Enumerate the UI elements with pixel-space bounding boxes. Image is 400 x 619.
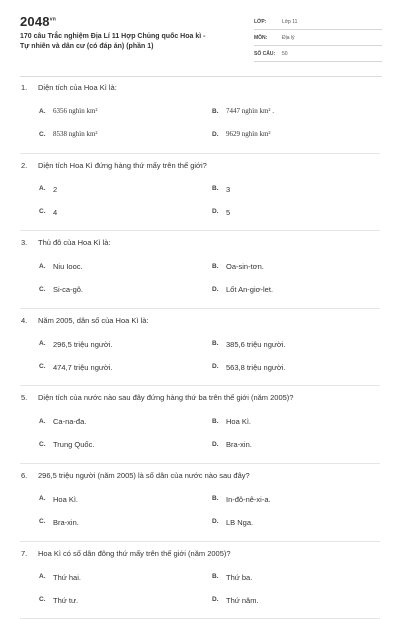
question-header bbox=[20, 393, 293, 402]
question-header bbox=[20, 161, 207, 170]
option-text: Thứ tư. bbox=[53, 595, 79, 605]
option-text: Hoa Kì. bbox=[53, 494, 79, 504]
option-text: LB Nga. bbox=[226, 517, 254, 527]
meta-question-count bbox=[254, 46, 382, 62]
option-letter: A. bbox=[39, 262, 46, 270]
answer-option[interactable] bbox=[39, 208, 57, 217]
option-letter: D. bbox=[212, 440, 219, 448]
question-number: 1. bbox=[21, 83, 28, 92]
answer-option[interactable] bbox=[212, 340, 286, 349]
question-number: 5. bbox=[21, 393, 28, 403]
option-text: Oa-sin-tơn. bbox=[226, 262, 264, 272]
answer-option[interactable] bbox=[39, 130, 98, 138]
option-letter: B. bbox=[212, 185, 219, 193]
option-letter: A. bbox=[39, 573, 46, 581]
question-text: Diện tích Hoa Kì đứng hàng thứ mấy trên thế giới? bbox=[38, 160, 207, 170]
option-text: 3 bbox=[226, 184, 231, 194]
option-letter: C. bbox=[39, 363, 46, 371]
question-item bbox=[20, 154, 380, 232]
question-item bbox=[20, 309, 380, 387]
question-text: Hoa Kì có số dân đông thứ mấy trên thế giới (năm 2005)? bbox=[38, 548, 231, 558]
meta-value: Lớp 11 bbox=[282, 18, 298, 25]
meta-value: Địa lý bbox=[282, 34, 295, 41]
option-letter: D. bbox=[212, 130, 219, 138]
option-letter: B. bbox=[212, 495, 219, 503]
answer-option[interactable] bbox=[212, 262, 264, 271]
meta-subject bbox=[254, 30, 382, 46]
question-header bbox=[20, 471, 250, 480]
question-number: 3. bbox=[21, 238, 28, 248]
option-letter: D. bbox=[212, 518, 219, 526]
option-letter: D. bbox=[212, 596, 219, 604]
answer-option[interactable] bbox=[212, 440, 252, 449]
option-letter: D. bbox=[212, 208, 219, 216]
option-letter: B. bbox=[212, 417, 219, 425]
question-text: 296,5 triệu người (năm 2005) là số dân của nước nào sau đây? bbox=[38, 470, 250, 480]
option-letter: A. bbox=[39, 417, 46, 425]
option-text: Thứ ba. bbox=[226, 572, 253, 582]
answer-option[interactable] bbox=[39, 340, 113, 349]
option-letter: C. bbox=[39, 596, 46, 604]
option-text: 6356 nghìn km² bbox=[53, 107, 98, 115]
question-text: Diện tích của nước nào sau đây đứng hàng thứ ba trên thế giới (năm 2005)? bbox=[38, 393, 294, 403]
answer-option[interactable] bbox=[212, 417, 251, 426]
option-letter: A. bbox=[39, 107, 46, 115]
option-letter: A. bbox=[39, 495, 46, 503]
option-letter: C. bbox=[39, 130, 46, 138]
option-text: 563,8 triệu người. bbox=[226, 362, 286, 372]
question-item bbox=[20, 386, 380, 464]
option-text: Bra-xin. bbox=[226, 440, 252, 450]
option-letter: A. bbox=[39, 185, 46, 193]
answer-option[interactable] bbox=[39, 573, 81, 582]
option-letter: C. bbox=[39, 518, 46, 526]
option-letter: B. bbox=[212, 340, 219, 348]
answer-option[interactable] bbox=[39, 440, 94, 449]
answer-option[interactable] bbox=[39, 363, 113, 372]
question-header bbox=[20, 549, 231, 558]
option-text: 9629 nghìn km² bbox=[226, 130, 271, 138]
option-text: Hoa Kì. bbox=[226, 417, 252, 427]
answer-option[interactable] bbox=[212, 573, 252, 582]
option-letter: B. bbox=[212, 262, 219, 270]
option-text: 8538 nghìn km² bbox=[53, 130, 98, 138]
question-item bbox=[20, 231, 380, 309]
option-text: Trung Quốc. bbox=[53, 440, 95, 450]
title-line-2: Tự nhiên và dân cư (có đáp án) (phần 1) bbox=[20, 42, 154, 50]
question-number: 2. bbox=[21, 160, 28, 170]
option-letter: B. bbox=[212, 107, 219, 115]
answer-option[interactable] bbox=[212, 518, 253, 527]
logo-text: 2048 bbox=[20, 14, 50, 29]
option-text: 4 bbox=[53, 207, 58, 217]
option-text: Ca-na-đa. bbox=[53, 417, 87, 427]
answer-option[interactable] bbox=[39, 285, 83, 294]
question-header bbox=[20, 238, 111, 247]
site-logo[interactable] bbox=[20, 14, 56, 29]
answer-option[interactable] bbox=[39, 107, 98, 115]
option-text: Si-ca-gô. bbox=[53, 285, 84, 295]
option-letter: C. bbox=[39, 285, 46, 293]
question-header bbox=[20, 83, 117, 92]
answer-option[interactable] bbox=[212, 130, 271, 138]
answer-option[interactable] bbox=[39, 596, 78, 605]
question-item bbox=[20, 76, 380, 154]
option-letter: D. bbox=[212, 363, 219, 371]
answer-option[interactable] bbox=[212, 285, 273, 294]
answer-option[interactable] bbox=[39, 495, 78, 504]
option-text: 5 bbox=[226, 207, 231, 217]
question-number: 7. bbox=[21, 548, 28, 558]
question-item bbox=[20, 464, 380, 542]
question-text: Diện tích của Hoa Kì là: bbox=[38, 83, 117, 92]
option-text: 2 bbox=[53, 184, 58, 194]
question-number: 6. bbox=[21, 470, 28, 480]
option-text: 7447 nghìn km² . bbox=[226, 107, 274, 115]
question-text: Thủ đô của Hoa Kì là: bbox=[38, 238, 111, 248]
question-number: 4. bbox=[21, 315, 28, 325]
option-letter: B. bbox=[212, 573, 219, 581]
option-text: 385,6 triệu người. bbox=[226, 339, 286, 349]
answer-option[interactable] bbox=[212, 107, 274, 115]
question-text: Năm 2005, dân số của Hoa Kì là: bbox=[38, 315, 149, 325]
option-letter: A. bbox=[39, 340, 46, 348]
answer-option[interactable] bbox=[39, 518, 79, 527]
answer-option[interactable] bbox=[212, 596, 259, 605]
question-list bbox=[0, 76, 400, 619]
answer-option[interactable] bbox=[212, 495, 271, 504]
option-text: Thứ hai. bbox=[53, 572, 81, 582]
meta-key: MÔN: bbox=[254, 34, 268, 41]
logo-suffix: vn bbox=[49, 16, 56, 23]
option-text: Niu Iooc. bbox=[53, 262, 83, 272]
option-letter: C. bbox=[39, 440, 46, 448]
option-text: Bra-xin. bbox=[53, 517, 79, 527]
meta-class bbox=[254, 14, 382, 30]
option-text: 296,5 triệu người. bbox=[53, 339, 113, 349]
document-title bbox=[20, 32, 245, 51]
question-header bbox=[20, 316, 148, 325]
option-text: In-đô-nê-xi-a. bbox=[226, 494, 271, 504]
answer-option[interactable] bbox=[212, 185, 230, 194]
question-item bbox=[20, 542, 380, 619]
document-meta bbox=[254, 14, 382, 62]
meta-key: LỚP: bbox=[254, 18, 267, 25]
option-text: Thứ năm. bbox=[226, 595, 259, 605]
answer-option[interactable] bbox=[39, 417, 86, 426]
option-text: Lốt An-giơ-let. bbox=[226, 285, 274, 295]
option-letter: D. bbox=[212, 285, 219, 293]
option-letter: C. bbox=[39, 208, 46, 216]
meta-key: SỐ CÂU: bbox=[254, 50, 276, 57]
answer-option[interactable] bbox=[39, 185, 57, 194]
meta-value: 50 bbox=[282, 50, 288, 57]
answer-option[interactable] bbox=[39, 262, 83, 271]
option-text: 474,7 triệu người. bbox=[53, 362, 113, 372]
title-line-1: 170 câu Trắc nghiệm Địa Lí 11 Hợp Chủng quốc Hoa kì - bbox=[20, 33, 206, 40]
document-header bbox=[0, 0, 400, 68]
answer-option[interactable] bbox=[212, 208, 230, 217]
answer-option[interactable] bbox=[212, 363, 286, 372]
